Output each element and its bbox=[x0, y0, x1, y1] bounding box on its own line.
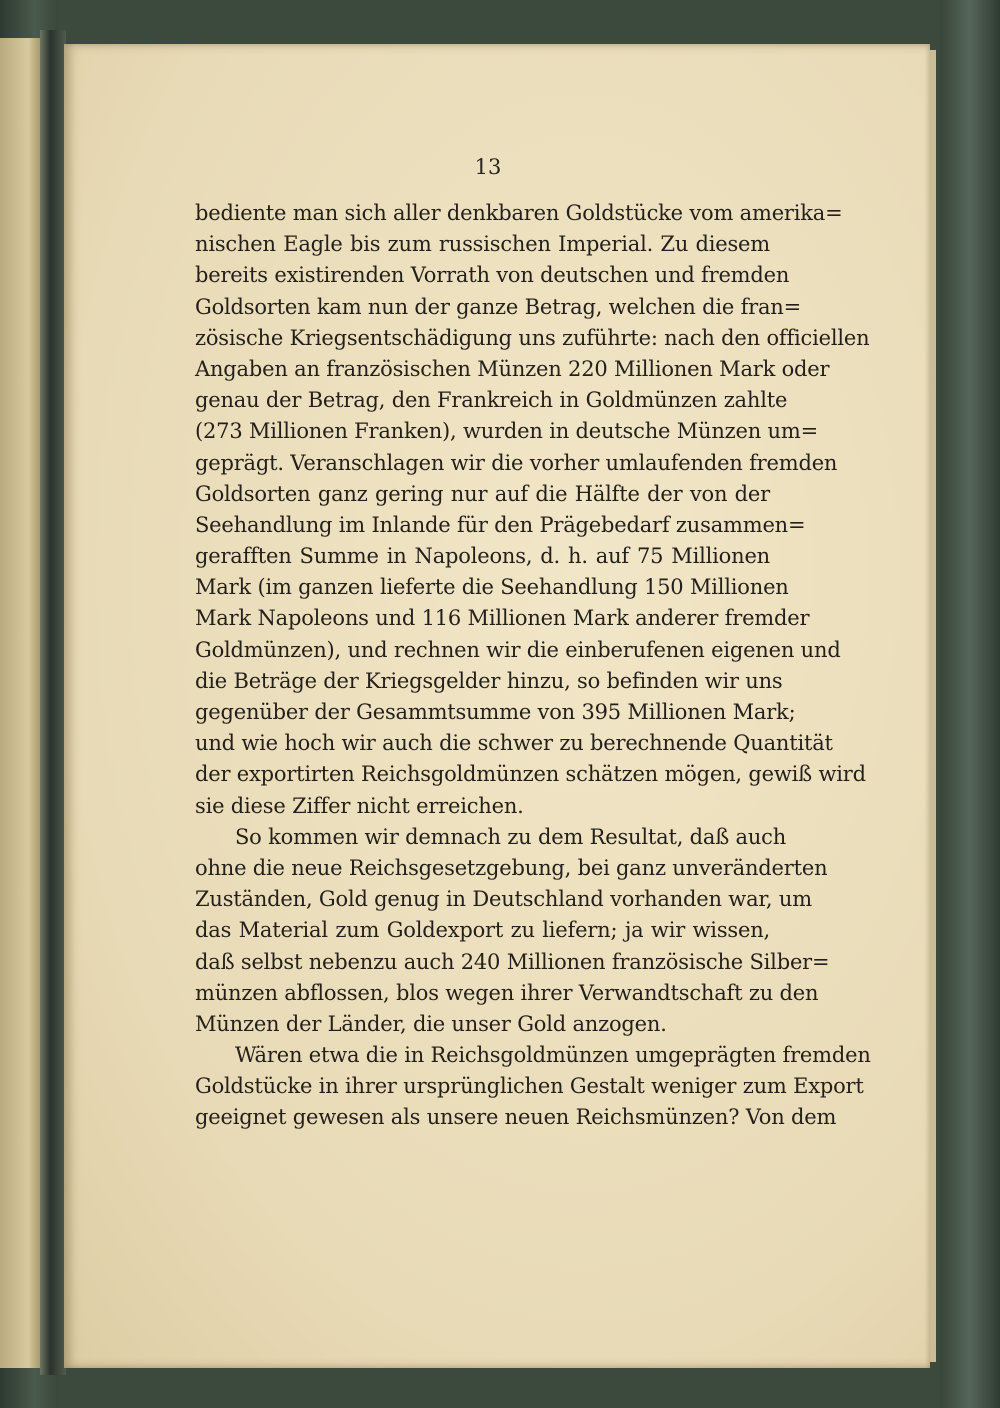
text-line: Münzen der Länder, die unser Gold anzogen. bbox=[195, 1011, 667, 1036]
text-line: Zuständen, Gold genug in Deutschland vorhanden war, um bbox=[195, 887, 812, 912]
text-line: die Beträge der Kriegsgelder hinzu, so befinden wir uns bbox=[195, 668, 783, 693]
text-line: Wären etwa die in Reichsgoldmünzen umgeprägten fremden bbox=[235, 1043, 871, 1068]
text-line: Seehandlung im Inlande für den Prägebedarf zusammen= bbox=[195, 512, 806, 537]
text-line: Goldstücke in ihrer ursprünglichen Gestalt weniger zum Export bbox=[195, 1074, 864, 1099]
text-line: Mark Napoleons und 116 Millionen Mark anderer fremder bbox=[195, 606, 810, 631]
text-line: gerafften Summe in Napoleons, d. h. auf 75 Millionen bbox=[195, 544, 770, 569]
text-line: bereits existirenden Vorrath von deutschen und fremden bbox=[195, 263, 790, 288]
text-line: Goldsorten ganz gering nur auf die Hälfte der von der bbox=[195, 481, 770, 506]
text-line: Goldsorten kam nun der ganze Betrag, welchen die fran= bbox=[195, 294, 802, 319]
text-line: geprägt. Veranschlagen wir die vorher umlaufenden fremden bbox=[195, 450, 838, 475]
text-line: und wie hoch wir auch die schwer zu berechnende Quantität bbox=[195, 731, 833, 756]
text-line: Mark (im ganzen lieferte die Seehandlung 150 Millionen bbox=[195, 575, 789, 600]
text-line: Angaben an französischen Münzen 220 Millionen Mark oder bbox=[195, 356, 830, 381]
text-line: ohne die neue Reichsgesetzgebung, bei ganz unveränderten bbox=[195, 855, 828, 880]
left-page-edge bbox=[0, 38, 40, 1368]
body-text bbox=[195, 198, 871, 1134]
text-line: nischen Eagle bis zum russischen Imperial. Zu diesem bbox=[195, 232, 770, 257]
text-line: (273 Millionen Franken), wurden in deutsche Münzen um= bbox=[195, 419, 818, 444]
text-line: das Material zum Goldexport zu liefern; ja wir wissen, bbox=[195, 918, 770, 943]
book-gutter bbox=[40, 30, 66, 1375]
text-line: münzen abflossen, blos wegen ihrer Verwandtschaft zu den bbox=[195, 980, 819, 1005]
page-edge bbox=[930, 50, 936, 1362]
book-cover-right bbox=[940, 0, 1000, 1408]
text-line: Goldmünzen), und rechnen wir die einberufenen eigenen und bbox=[195, 637, 841, 662]
text-line: geeignet gewesen als unsere neuen Reichsmünzen? Von dem bbox=[195, 1105, 837, 1130]
text-line: bediente man sich aller denkbaren Goldstücke vom amerika= bbox=[195, 201, 843, 225]
text-line: So kommen wir demnach zu dem Resultat, daß auch bbox=[235, 824, 787, 849]
text-line: der exportirten Reichsgoldmünzen schätzen mögen, gewiß wird bbox=[195, 762, 866, 787]
text-line: gegenüber der Gesammtsumme von 395 Millionen Mark; bbox=[195, 700, 796, 724]
text-line: genau der Betrag, den Frankreich in Goldmünzen zahlte bbox=[195, 388, 788, 413]
text-line: daß selbst nebenzu auch 240 Millionen französische Silber= bbox=[195, 949, 830, 974]
page-number: 13 bbox=[474, 155, 502, 179]
text-line: zösische Kriegsentschädigung uns zuführte: nach den officiellen bbox=[195, 325, 870, 350]
text-line: sie diese Ziffer nicht erreichen. bbox=[195, 793, 524, 818]
